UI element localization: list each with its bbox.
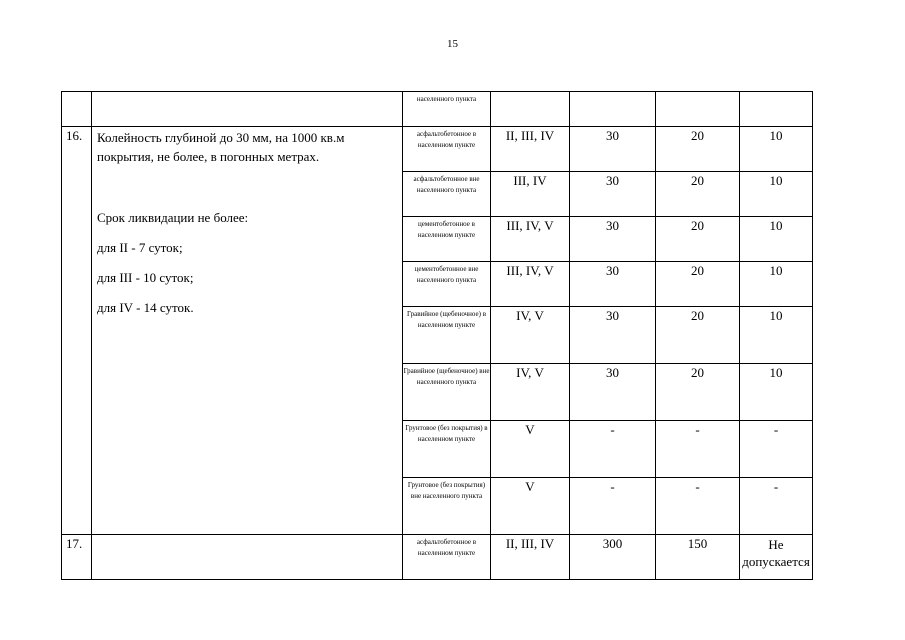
value-cell: 10 — [740, 364, 813, 421]
value-cell: 20 — [656, 127, 740, 172]
deadline-line: для II - 7 суток; — [97, 240, 183, 255]
category-cell: V — [491, 421, 570, 478]
value-cell: 30 — [570, 262, 656, 307]
value-cell: 10 — [740, 307, 813, 364]
value-cell: 30 — [570, 172, 656, 217]
value-cell: - — [570, 478, 656, 535]
category-cell: II, III, IV — [491, 535, 570, 580]
value-cell: 20 — [656, 262, 740, 307]
cover-cell: цементобетонное в населенном пункте — [403, 217, 491, 262]
value-cell: - — [740, 421, 813, 478]
value-cell: - — [740, 478, 813, 535]
cover-cell: асфальтобетонное в населенном пункте — [403, 535, 491, 580]
item-number-cell — [62, 535, 92, 580]
value-cell — [656, 92, 740, 127]
value-cell — [570, 92, 656, 127]
cover-cell: асфальтобетонное в населенном пункте — [403, 127, 491, 172]
value-cell: 30 — [570, 364, 656, 421]
item-number: 17. — [66, 536, 83, 551]
cover-cell: асфальтобетонное вне населенного пункта — [403, 172, 491, 217]
value-cell: 30 — [570, 127, 656, 172]
value-cell: 10 — [740, 172, 813, 217]
category-cell: IV, V — [491, 307, 570, 364]
category-cell: III, IV — [491, 172, 570, 217]
value-cell: 150 — [656, 535, 740, 580]
cover-cell: Грунтовое (без покрытия) вне населенного пункта — [403, 478, 491, 535]
num-cell — [62, 92, 92, 127]
value-cell: 300 — [570, 535, 656, 580]
category-cell: IV, V — [491, 364, 570, 421]
page-number: 15 — [447, 38, 458, 50]
item-number-cell — [62, 127, 92, 535]
cover-cell: цементобетонное вне населенного пункта — [403, 262, 491, 307]
category-cell: III, IV, V — [491, 217, 570, 262]
cover-cell: Грунтовое (без покрытия) в населенном пункте — [403, 421, 491, 478]
item-description: Колейность глубиной до 30 мм, на 1000 кв.м покрытия, не более, в погонных метрах. — [97, 130, 345, 164]
norms-table — [61, 91, 813, 580]
value-cell — [740, 92, 813, 127]
cover-cell: Гравийное (щебеночное) в населенном пункте — [403, 307, 491, 364]
category-cell: II, III, IV — [491, 127, 570, 172]
value-cell: 30 — [570, 217, 656, 262]
value-cell: 10 — [740, 127, 813, 172]
value-cell: 20 — [656, 172, 740, 217]
table-row — [62, 127, 813, 172]
deadline-title: Срок ликвидации не более: — [97, 210, 249, 225]
deadline-line: для III - 10 суток; — [97, 270, 194, 285]
value-cell: 10 — [740, 217, 813, 262]
value-cell: 30 — [570, 307, 656, 364]
cover-cell: Гравийное (щебеночное) вне населенного пункта — [403, 364, 491, 421]
table-row-continuation — [62, 92, 813, 127]
value-cell: - — [656, 478, 740, 535]
value-cell: Не допускается — [740, 535, 813, 580]
value-cell: 20 — [656, 364, 740, 421]
cover-cell: населенного пункта — [403, 92, 491, 127]
category-cell: III, IV, V — [491, 262, 570, 307]
table-row — [62, 535, 813, 580]
category-cell — [491, 92, 570, 127]
item-description-cell — [92, 127, 403, 535]
deadline-line: для IV - 14 суток. — [97, 300, 194, 315]
value-cell: 20 — [656, 217, 740, 262]
description-cell — [92, 92, 403, 127]
category-cell: V — [491, 478, 570, 535]
value-cell: 20 — [656, 307, 740, 364]
value-cell: 10 — [740, 262, 813, 307]
value-cell: - — [570, 421, 656, 478]
item-number: 16. — [66, 128, 83, 143]
item-description-cell — [92, 535, 403, 580]
value-cell: - — [656, 421, 740, 478]
